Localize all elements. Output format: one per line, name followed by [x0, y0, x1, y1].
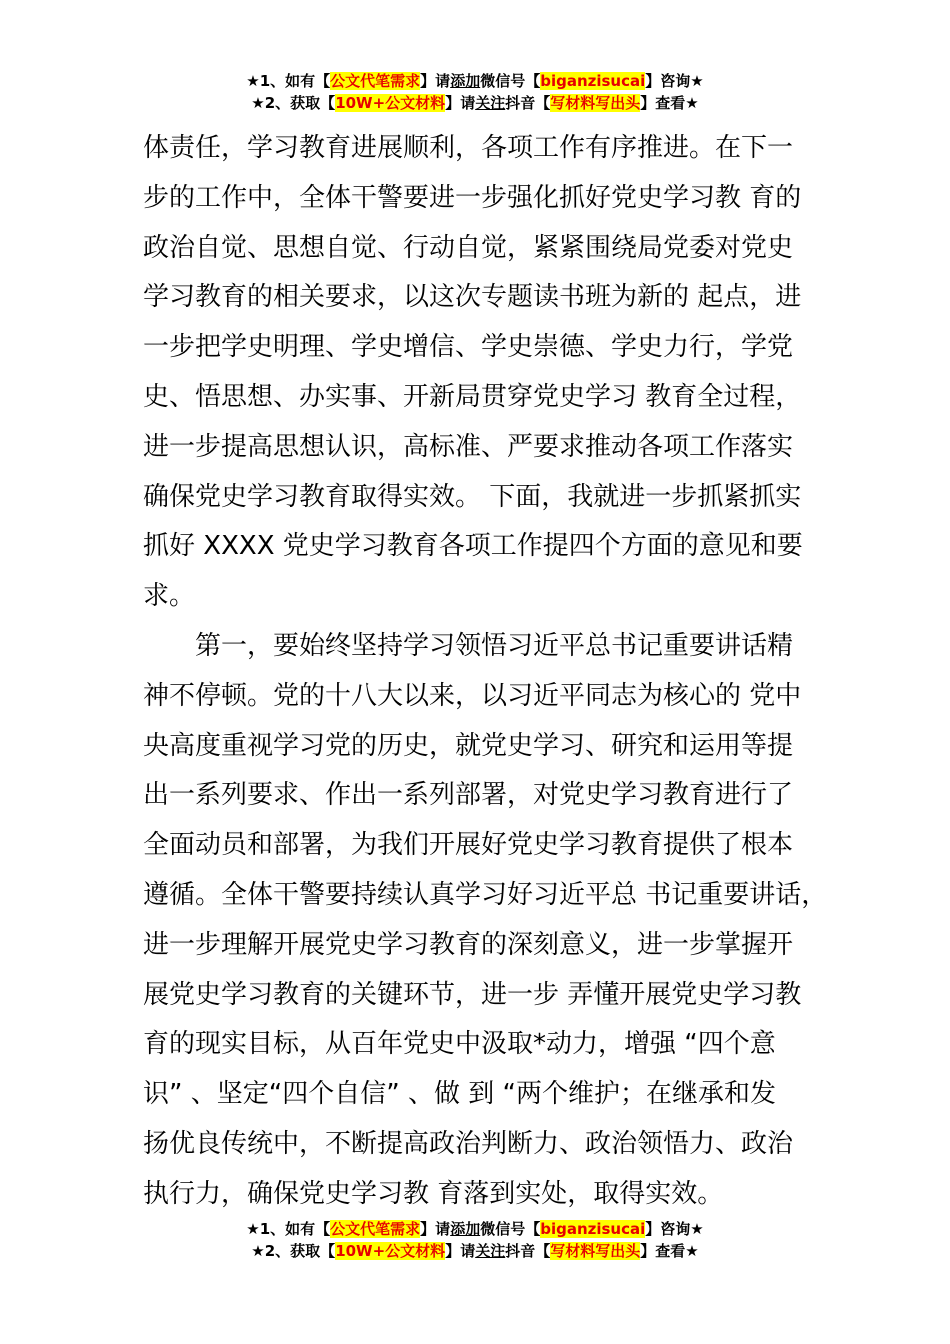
header-promo-banner [0, 70, 950, 114]
promo-text: ★2、获取【 [251, 1242, 336, 1260]
promo-wechat-id: biganzisucai [540, 72, 646, 90]
promo-underline: 添加 [450, 72, 481, 90]
promo-douyin-name: 写材料写出头 [550, 1242, 641, 1260]
document-body [143, 124, 833, 1220]
text-line: 政治自觉、思想自觉、行动自觉，紧紧围绕局党委对党史 [143, 232, 794, 263]
promo-highlight: 10W+公文材料 [335, 94, 446, 112]
promo-text: 】请 [445, 94, 476, 112]
text-line: 执行力，确保党史学习教 育落到实处，取得实效。 [143, 1178, 724, 1209]
promo-text: ★1、如有【 [246, 1220, 331, 1238]
promo-underline: 关注 [475, 1242, 506, 1260]
text-line: 求。 [143, 581, 196, 612]
promo-underline: 关注 [475, 94, 506, 112]
promo-highlight: 公文代笔需求 [330, 1220, 421, 1238]
promo-text: 抖音【 [505, 94, 551, 112]
promo-text: 】咨询★ [645, 72, 704, 90]
footer-promo-banner [0, 1218, 950, 1262]
text-line: 出一系列要求、作出一系列部署，对党史学习教育进行了 [143, 780, 794, 811]
promo-douyin-name: 写材料写出头 [550, 94, 641, 112]
promo-text: 微信号【 [480, 1220, 541, 1238]
text-line: 央高度重视学习党的历史，就党史学习、研究和运用等提 [143, 730, 794, 761]
text-line: 育的现实目标，从百年党史中汲取*动力，增强 “四个意 [143, 1029, 776, 1060]
promo-text: 抖音【 [505, 1242, 551, 1260]
text-line: 体责任，学习教育进展顺利，各项工作有序推进。在下一 [143, 133, 794, 163]
promo-line-1 [0, 1218, 950, 1240]
promo-text: 】咨询★ [645, 1220, 704, 1238]
promo-text: 】请 [445, 1242, 476, 1260]
text-line: 全面动员和部署，为我们开展好党史学习教育提供了根本 [143, 830, 794, 861]
promo-wechat-id: biganzisucai [540, 1220, 646, 1238]
text-line: 步的工作中，全体干警要进一步强化抓好党史学习教 育的 [143, 182, 802, 213]
promo-underline: 添加 [450, 1220, 481, 1238]
text-line: 扬优良传统中，不断提高政治判断力、政治领悟力、政治 [143, 1128, 794, 1159]
text-line: 学习教育的相关要求，以这次专题读书班为新的 起点，进 [143, 282, 802, 313]
promo-line-1 [0, 70, 950, 92]
promo-text: 】请 [420, 72, 451, 90]
text-line: 史、悟思想、办实事、开新局贯穿党史学习 教育全过程， [143, 381, 802, 412]
text-line: 进一步提高思想认识，高标准、严要求推动各项工作落实 [143, 431, 794, 462]
text-line: 识” 、坚定“四个自信” 、做 到 “两个维护；在继承和发 [143, 1079, 776, 1110]
text-line: 确保党史学习教育取得实效。 下面，我就进一步抓紧抓实 [143, 481, 802, 512]
promo-highlight: 公文代笔需求 [330, 72, 421, 90]
promo-text: 】查看★ [640, 1242, 699, 1260]
promo-text: 】查看★ [640, 94, 699, 112]
text-line: 神不停顿。党的十八大以来，以习近平同志为核心的 党中 [143, 680, 802, 711]
text-line: 第一，要始终坚持学习领悟习近平总书记重要讲话精 [143, 630, 794, 661]
promo-highlight: 10W+公文材料 [335, 1242, 446, 1260]
text-line: 展党史学习教育的关键环节，进一步 弄懂开展党史学习教 [143, 979, 802, 1010]
promo-line-2 [0, 92, 950, 114]
promo-text: 微信号【 [480, 72, 541, 90]
promo-line-2 [0, 1240, 950, 1262]
promo-text: ★1、如有【 [246, 72, 331, 90]
text-line: 遵循。全体干警要持续认真学习好习近平总 书记重要讲话， [143, 879, 828, 910]
promo-text: 】请 [420, 1220, 451, 1238]
text-line: 抓好 XXXX 党史学习教育各项工作提四个方面的意见和要 [143, 531, 803, 562]
text-line: 进一步理解开展党史学习教育的深刻意义，进一步掌握开 [143, 929, 794, 960]
text-line: 一步把学史明理、学史增信、学史崇德、学史力行，学党 [143, 332, 794, 363]
promo-text: ★2、获取【 [251, 94, 336, 112]
